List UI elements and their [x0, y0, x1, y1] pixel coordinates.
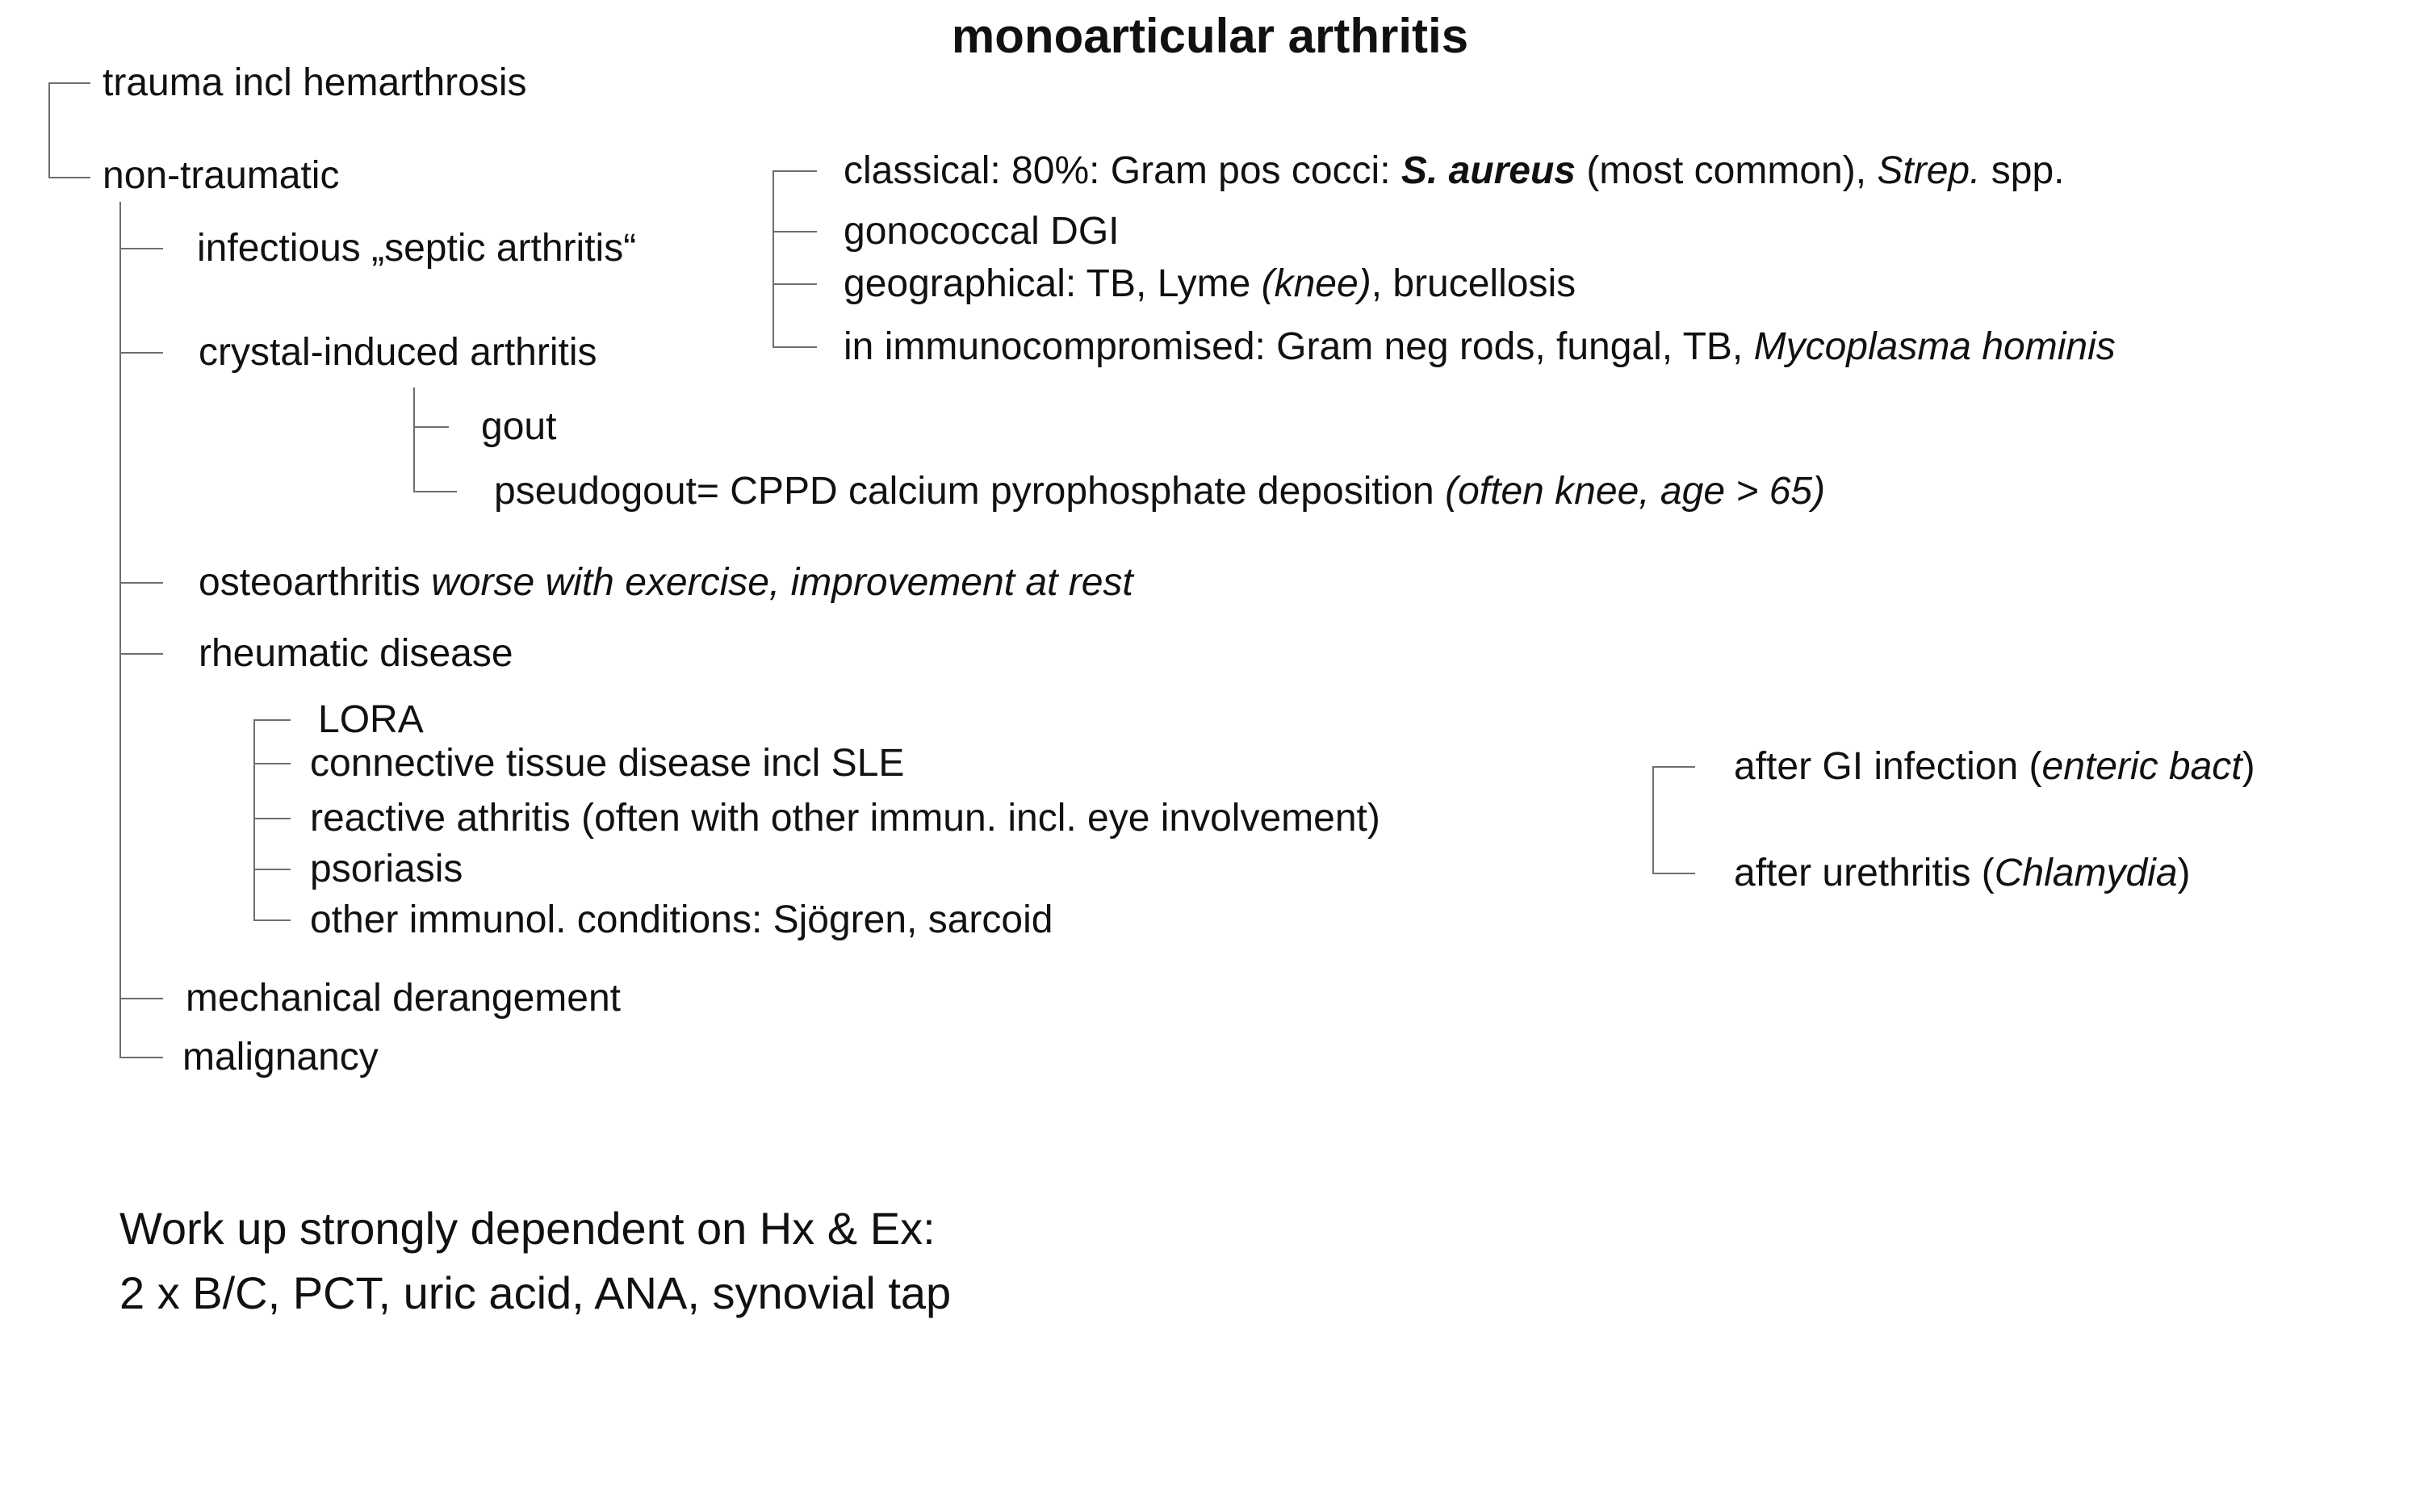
tree-node-after-gi-infection [1734, 745, 2255, 788]
tree-node-infectious: infectious „septic arthritis“ [197, 227, 637, 270]
geographical-knee: (knee) [1261, 262, 1371, 305]
tree-node-pseudogout [494, 472, 1825, 511]
tree-node-lora: LORA [318, 698, 424, 741]
geographical-brucellosis: , brucellosis [1371, 262, 1576, 305]
after-gi-enteric-bact: enteric bact [2041, 745, 2242, 788]
tree-node-trauma: trauma incl hemarthrosis [103, 61, 527, 104]
classical-text: classical: 80%: Gram pos cocci: [844, 149, 1401, 192]
workup-note-line1: Work up strongly dependent on Hx & Ex: [119, 1203, 936, 1254]
tree-node-mechanical: mechanical derangement [186, 977, 621, 1020]
tree-node-immunocompromised [844, 325, 2116, 368]
tree-node-other-immunol: other immunol. conditions: Sjögren, sarcoid [310, 898, 1053, 941]
tree-node-reactive: reactive athritis (often with other immun. incl. eye involvement) [310, 797, 1380, 840]
after-gi-close-paren: ) [2242, 745, 2255, 788]
tree-node-gonococcal: gonococcal DGI [844, 210, 1120, 253]
tree-node-non-traumatic: non-traumatic [103, 154, 340, 197]
tree-node-malignancy: malignancy [182, 1036, 379, 1079]
pseudogout-text: pseudogout= CPPD calcium pyrophosphate deposition [494, 470, 1446, 513]
after-urethritis-text: after urethritis ( [1734, 852, 1995, 894]
classical-spp: spp. [1980, 149, 2065, 192]
tree-node-crystal-induced: crystal-induced arthritis [199, 331, 597, 374]
after-gi-text: after GI infection ( [1734, 745, 2042, 788]
osteoarthritis-text: osteoarthritis [199, 561, 432, 604]
tree-node-connective: connective tissue disease incl SLE [310, 742, 905, 785]
tree-node-after-urethritis [1734, 854, 2191, 893]
classical-most-common: (most common), [1575, 149, 1878, 192]
workup-note-line2: 2 x B/C, PCT, uric acid, ANA, synovial tap [119, 1267, 952, 1318]
page-title: monoarticular arthritis [951, 9, 1469, 63]
geographical-text: geographical: TB, Lyme [844, 262, 1262, 305]
tree-node-rheumatic: rheumatic disease [199, 632, 513, 675]
tree-node-gout: gout [481, 405, 557, 448]
after-urethritis-close-paren: ) [2177, 852, 2191, 894]
immunocompromised-mycoplasma: Mycoplasma hominis [1753, 325, 2116, 368]
tree-node-geographical [844, 262, 1576, 305]
tree-node-psoriasis: psoriasis [310, 848, 463, 890]
after-urethritis-chlamydia: Chlamydia [1994, 852, 2178, 894]
classical-s-aureus: S. aureus [1401, 149, 1576, 192]
classical-strep: Strep. [1877, 149, 1981, 192]
osteoarthritis-note: worse with exercise, improvement at rest [431, 561, 1133, 604]
tree-node-classical [844, 149, 2065, 192]
tree-node-osteoarthritis [199, 563, 1133, 602]
pseudogout-often-knee: (often knee, age > 65) [1445, 470, 1826, 513]
immunocompromised-text: in immunocompromised: Gram neg rods, fungal, TB, [844, 325, 1754, 368]
